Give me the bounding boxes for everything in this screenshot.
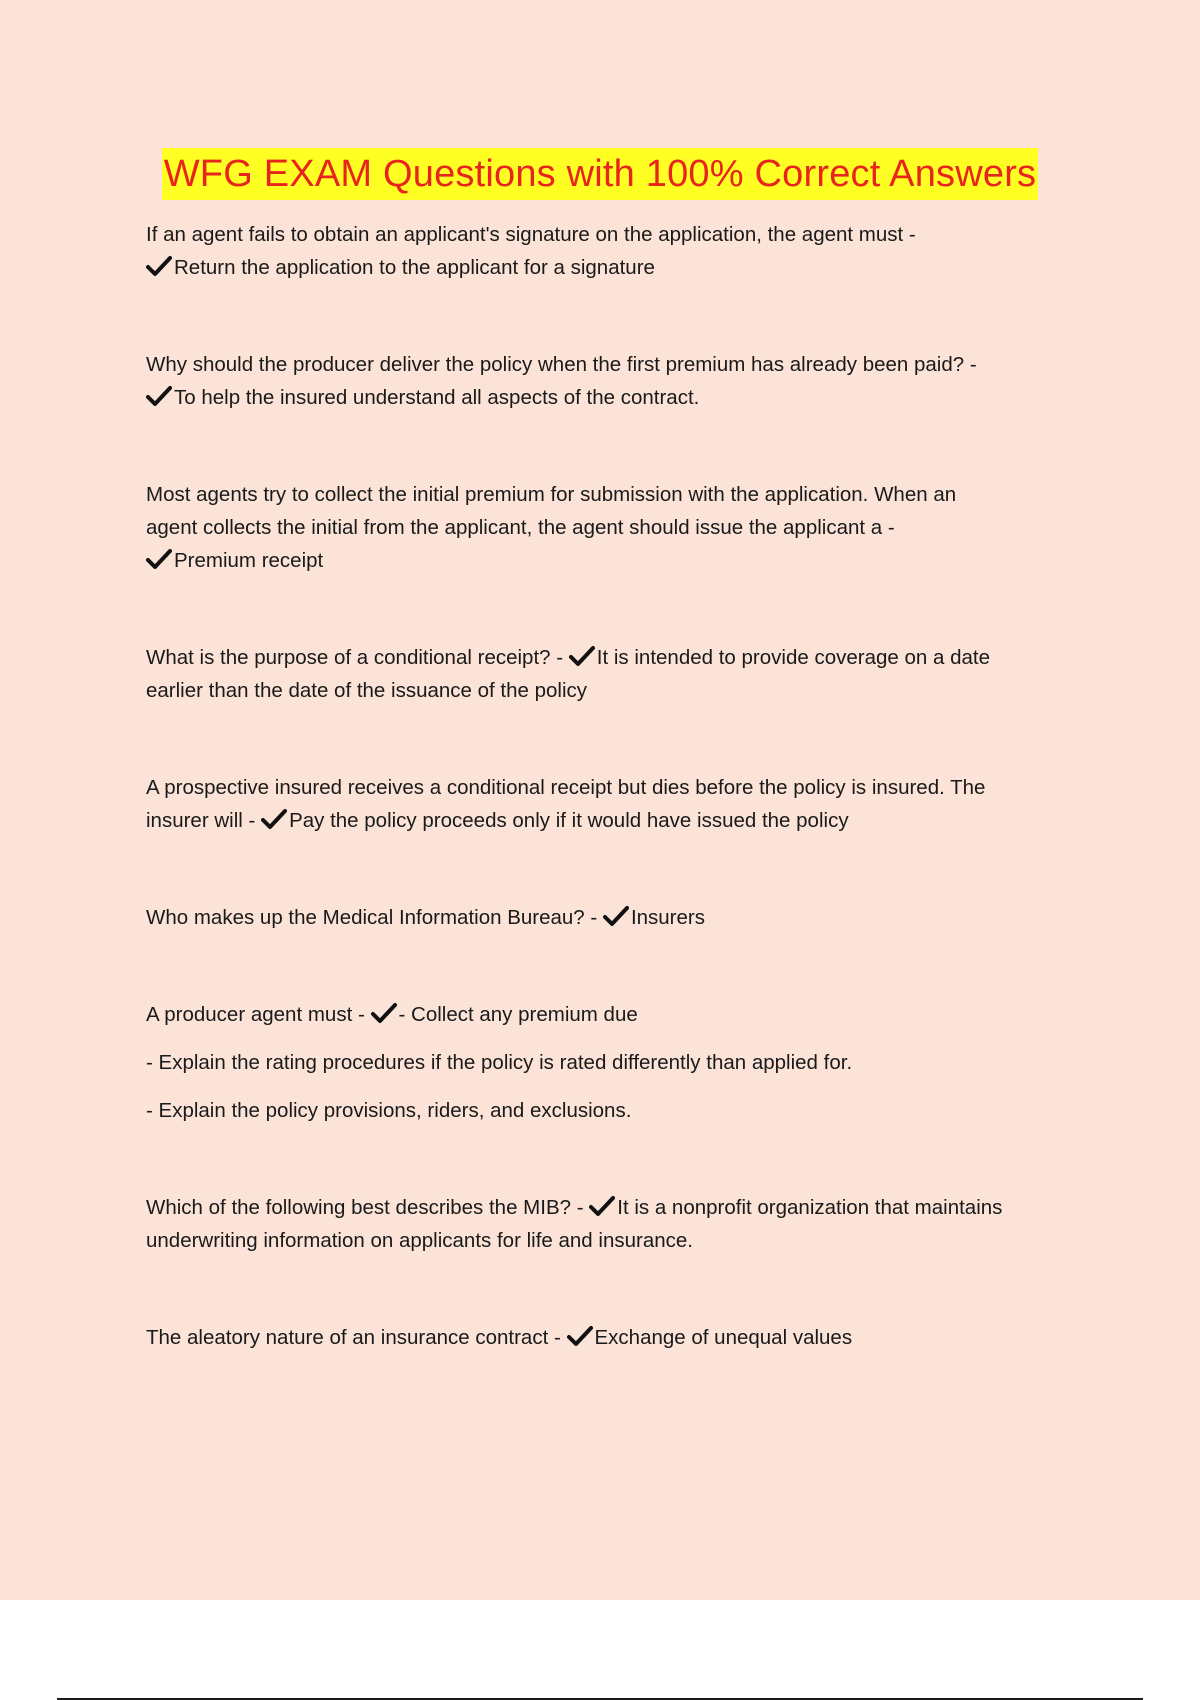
check-mark-icon (146, 255, 172, 277)
question-text: A producer agent must - (146, 1003, 365, 1026)
qa-item-8 (146, 1191, 1106, 1257)
answer-text: Insurers (630, 906, 705, 929)
question-text: Who makes up the Medical Information Bureau? - (146, 906, 598, 929)
answer-text-line-2: earlier than the date of the issuance of the policy (146, 679, 588, 702)
check-mark-icon (146, 548, 172, 570)
answer-text: Pay the policy proceeds only if it would have issued the policy (289, 809, 849, 832)
question-text-line-1: A prospective insured receives a conditional receipt but dies before the policy is insured. The (146, 776, 986, 799)
question-text: What is the purpose of a conditional receipt? - (146, 646, 564, 669)
title-container (0, 148, 1200, 200)
answer-text-line-2: - Explain the rating procedures if the policy is rated differently than applied for. (146, 1051, 853, 1074)
qa-item-2 (146, 348, 1106, 414)
answer-text: To help the insured understand all aspects of the contract. (174, 386, 700, 409)
qa-item-9 (146, 1321, 1106, 1354)
qa-item-7 (146, 998, 1106, 1127)
check-mark-icon (567, 1325, 593, 1347)
answer-text-line-1: It is intended to provide coverage on a date (596, 646, 990, 669)
answer-text-line-1: It is a nonprofit organization that maintains (617, 1196, 1003, 1219)
check-mark-icon (261, 808, 287, 830)
qa-item-3 (146, 478, 1106, 577)
document-title: WFG EXAM Questions with 100% Correct Answers (162, 148, 1039, 200)
question-text: If an agent fails to obtain an applicant's signature on the application, the agent must - (146, 223, 916, 246)
qa-list (146, 218, 1106, 1418)
check-mark-icon (589, 1195, 615, 1217)
answer-text-line-3: - Explain the policy provisions, riders, and exclusions. (146, 1099, 632, 1122)
answer-text: Exchange of unequal values (594, 1326, 853, 1349)
question-text: Which of the following best describes the MIB? - (146, 1196, 584, 1219)
check-mark-icon (569, 645, 595, 667)
qa-item-6 (146, 901, 1106, 934)
qa-item-5 (146, 771, 1106, 837)
qa-item-1 (146, 218, 1106, 284)
qa-item-4 (146, 641, 1106, 707)
question-text-line-1: Most agents try to collect the initial premium for submission with the application. When an (146, 483, 957, 506)
check-mark-icon (371, 1002, 397, 1024)
answer-text-line-1: - Collect any premium due (398, 1003, 638, 1026)
check-mark-icon (146, 385, 172, 407)
question-text: The aleatory nature of an insurance contract - (146, 1326, 561, 1349)
check-mark-icon (603, 905, 629, 927)
question-text-line-2: insurer will - (146, 809, 256, 832)
answer-text-line-2: underwriting information on applicants for life and insurance. (146, 1229, 693, 1252)
question-text: Why should the producer deliver the policy when the first premium has already been paid? - (146, 353, 977, 376)
answer-text: Return the application to the applicant for a signature (174, 256, 655, 279)
question-text-line-2: agent collects the initial from the applicant, the agent should issue the applicant a - (146, 516, 895, 539)
answer-text: Premium receipt (174, 549, 324, 572)
